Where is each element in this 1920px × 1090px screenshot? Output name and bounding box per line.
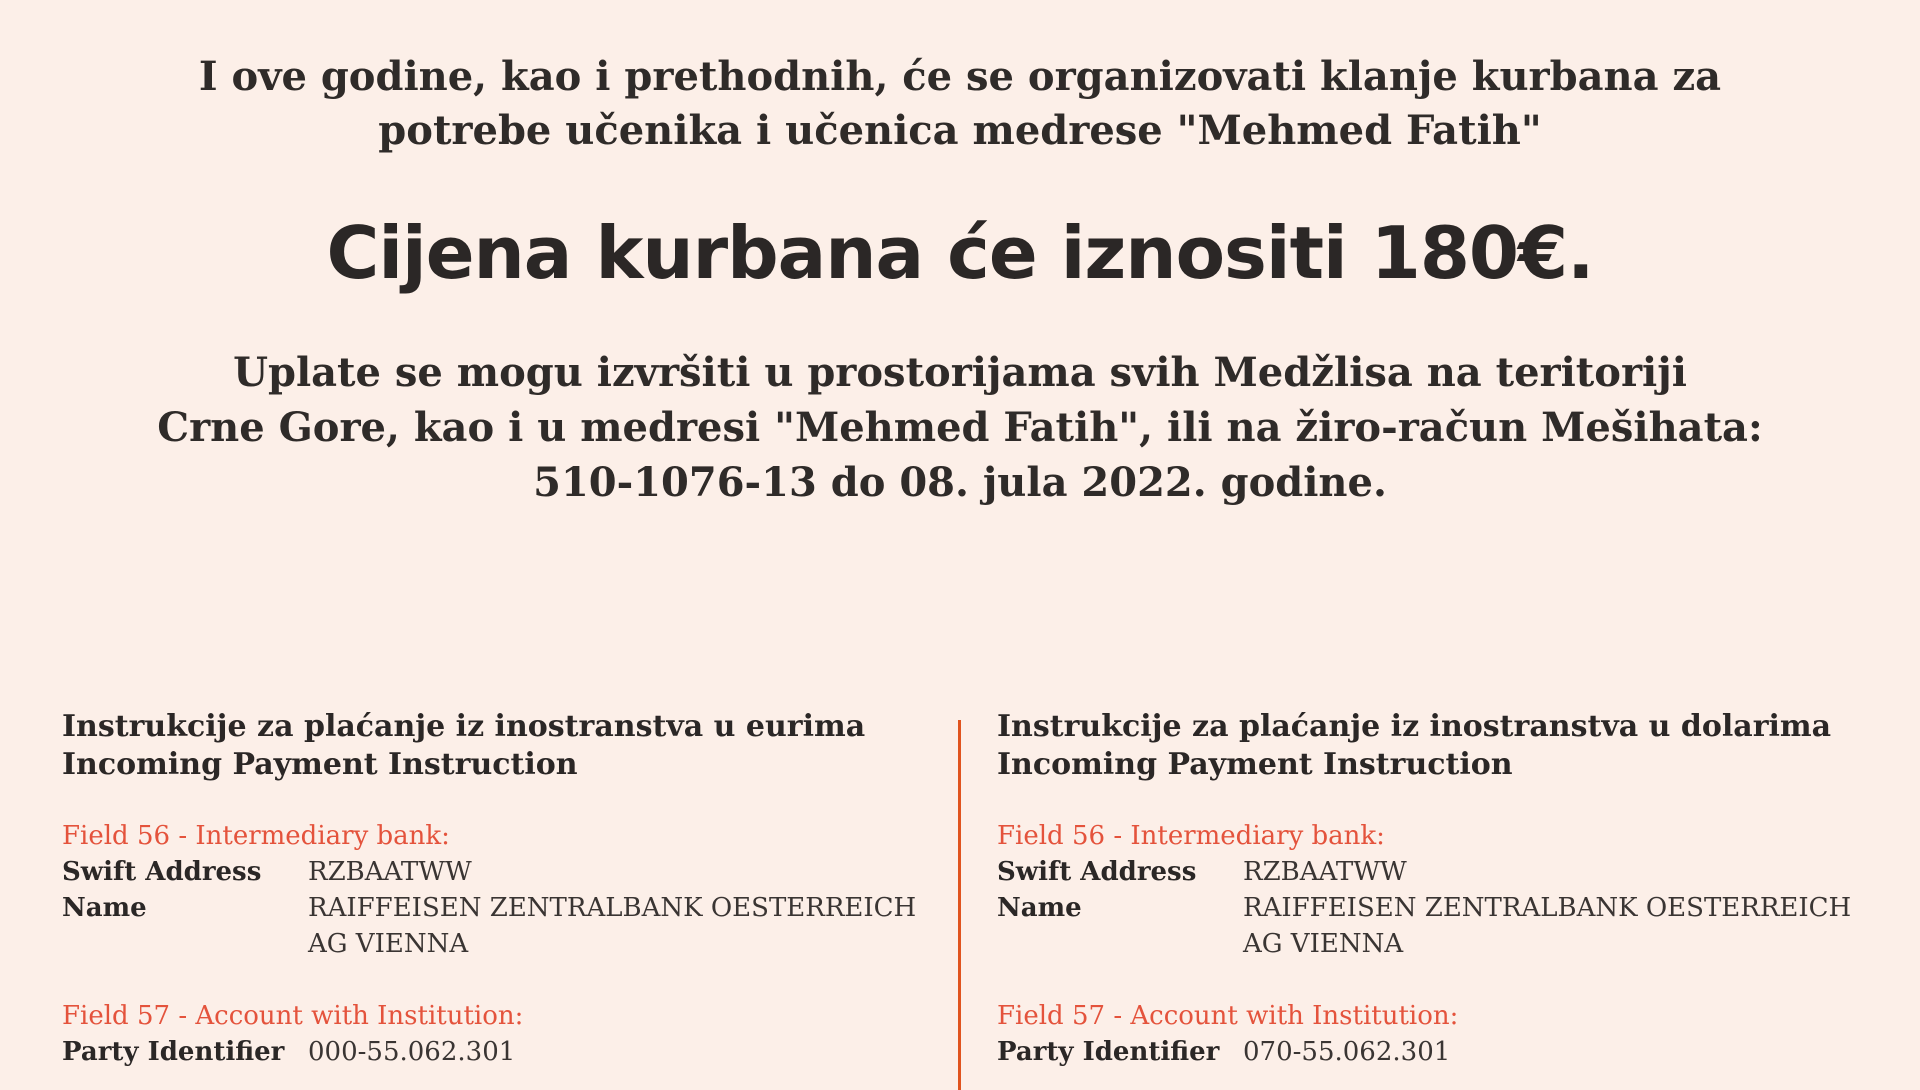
column-divider xyxy=(958,720,961,1090)
dollar-name-value-line-1: RAIFFEISEN ZENTRALBANK OESTERREICH xyxy=(1243,893,1852,923)
euro-swift-key: Swift Address xyxy=(62,857,262,887)
dollar-swift-value: RZBAATWW xyxy=(1243,857,1407,887)
euro-field56-label: Field 56 - Intermediary bank: xyxy=(62,821,450,851)
euro-title: Instrukcije za plaćanje iz inostranstva u eurima xyxy=(62,709,866,744)
euro-swift-row xyxy=(62,854,962,890)
dollar-name-value xyxy=(1243,890,1851,962)
dollar-field56-label: Field 56 - Intermediary bank: xyxy=(997,821,1385,851)
payment-line-2: Crne Gore, kao i u medresi "Mehmed Fatih", ili na žiro-račun Mešihata: xyxy=(157,404,1763,451)
euro-party-key: Party Identifier xyxy=(62,1037,285,1067)
euro-name-row xyxy=(62,890,962,962)
dollar-name-key: Name xyxy=(997,893,1082,923)
euro-subtitle: Incoming Payment Instruction xyxy=(62,747,578,782)
price-heading: Cijena kurbana će iznositi 180€. xyxy=(326,211,1594,295)
dollar-payment-instructions xyxy=(997,708,1897,1070)
dollar-swift-key: Swift Address xyxy=(997,857,1197,887)
euro-swift-value: RZBAATWW xyxy=(308,857,472,887)
dollar-subtitle: Incoming Payment Instruction xyxy=(997,747,1513,782)
euro-name-value xyxy=(308,890,916,962)
euro-field57-label: Field 57 - Account with Institution: xyxy=(62,1001,524,1031)
euro-name-value-line-1: RAIFFEISEN ZENTRALBANK OESTERREICH xyxy=(308,893,917,923)
payment-line-3: 510-1076-13 do 08. jula 2022. godine. xyxy=(533,459,1387,506)
payment-info xyxy=(0,345,1920,510)
euro-payment-instructions xyxy=(62,708,962,1070)
dollar-swift-row xyxy=(997,854,1897,890)
euro-party-row xyxy=(62,1034,962,1070)
dollar-name-value-line-2: AG VIENNA xyxy=(1243,929,1404,959)
dollar-name-row xyxy=(997,890,1897,962)
dollar-field57-label: Field 57 - Account with Institution: xyxy=(997,1001,1459,1031)
dollar-title: Instrukcije za plaćanje iz inostranstva u dolarima xyxy=(997,709,1832,744)
intro-line-2: potrebe učenika i učenica medrese "Mehmed Fatih" xyxy=(378,107,1542,154)
euro-name-key: Name xyxy=(62,893,147,923)
intro-text xyxy=(0,50,1920,158)
dollar-party-key: Party Identifier xyxy=(997,1037,1220,1067)
euro-party-value: 000-55.062.301 xyxy=(308,1037,516,1067)
euro-name-value-line-2: AG VIENNA xyxy=(308,929,469,959)
intro-line-1: I ove godine, kao i prethodnih, će se organizovati klanje kurbana za xyxy=(198,53,1722,100)
payment-line-1: Uplate se mogu izvršiti u prostorijama svih Medžlisa na teritoriji xyxy=(233,349,1687,396)
dollar-party-row xyxy=(997,1034,1897,1070)
dollar-party-value: 070-55.062.301 xyxy=(1243,1037,1451,1067)
